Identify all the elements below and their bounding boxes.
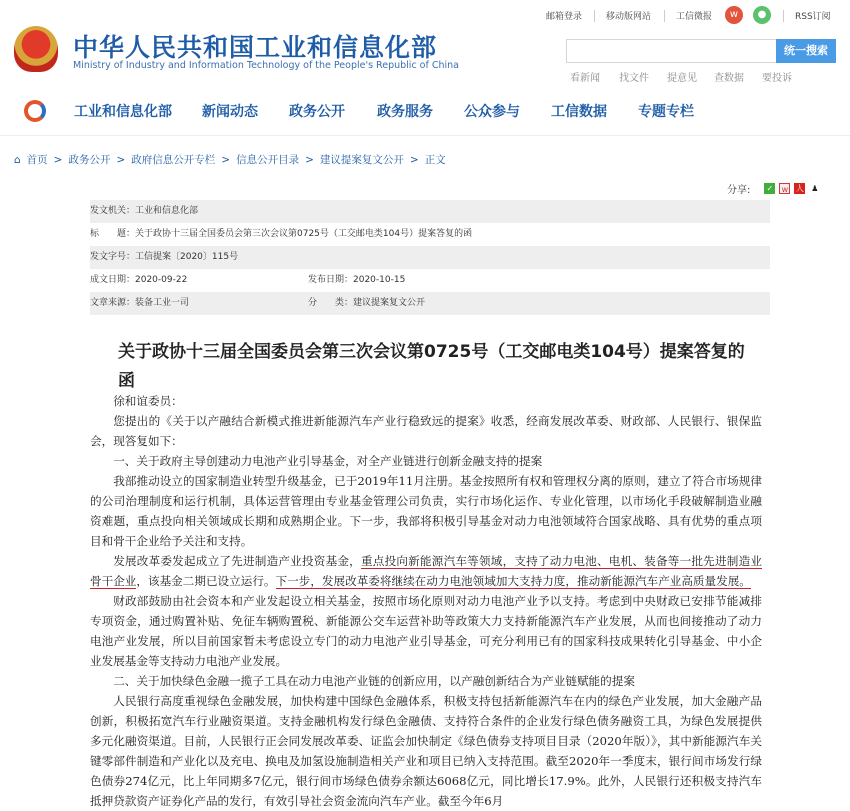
wechat-icon[interactable]: ✓: [764, 183, 775, 194]
wechat-icon[interactable]: ●: [753, 6, 771, 24]
nav-item-topics[interactable]: 专题专栏: [638, 104, 694, 120]
document-title: 关于政协十三届全国委员会第三次会议第0725号（工交邮电类104号）提案答复的函: [118, 342, 745, 391]
breadcrumb-home[interactable]: 首页: [26, 154, 48, 166]
mobile-site-link[interactable]: 移动版网站: [606, 12, 652, 22]
paragraph: [90, 551, 762, 591]
breadcrumb: [14, 152, 446, 167]
nav-item-gov-affairs[interactable]: 政务公开: [289, 104, 345, 120]
breadcrumb-current: 正文: [424, 154, 446, 166]
quick-link-complaint[interactable]: 要投诉: [762, 73, 792, 84]
mail-login-link[interactable]: 邮箱登录: [546, 12, 583, 22]
chevron-right-icon: >: [116, 153, 126, 166]
divider: [594, 10, 595, 22]
underlined-text: 下一步，发展改革委将继续在动力电池领域加大支持力度，推动新能源汽车产业高质量发展。: [275, 574, 751, 588]
nav-item-data[interactable]: 工信数据: [551, 104, 607, 120]
divider: [664, 10, 665, 22]
quick-link-data[interactable]: 查数据: [714, 73, 744, 84]
section-heading: 二、关于加快绿色金融一揽子工具在动力电池产业链的创新应用，以产融创新结合为产业链赋能的提案: [113, 674, 635, 688]
text: ，该基金二期已设立运行。: [136, 574, 276, 588]
home-icon: ⌂: [14, 153, 21, 166]
weibao-link[interactable]: 工信微报: [676, 12, 713, 22]
document-meta-table: [90, 200, 770, 315]
nav-item-participation[interactable]: 公众参与: [464, 104, 520, 120]
rss-link[interactable]: RSS订阅: [795, 12, 831, 22]
breadcrumb-info-catalog[interactable]: 信息公开目录: [236, 154, 300, 166]
chevron-right-icon: >: [221, 153, 231, 166]
search-input[interactable]: [566, 39, 776, 63]
share-label: 分享:: [727, 185, 751, 196]
weibo-icon[interactable]: w: [779, 183, 790, 194]
meta-doc-no: 发文字号：工信提案〔2020〕115号: [90, 246, 770, 269]
section-heading: 一、关于政府主导创建动力电池产业引导基金，对全产业链进行创新金融支持的提案: [113, 454, 543, 468]
paragraph: 财政部鼓励由社会资本和产业发起设立相关基金，按照市场化原则对动力电池产业予以支持。考虑到中央财政已安排节能减排专项资金，通过购置补贴、免征车辆购置税、新能源公交车运营补助等政策大力支持新能源汽车产业发展，从而也间接推动了动力电池产业发展，所以目前国家暂未考虑设立专门的动力电池产业引导基金，可充分利用已有的国家科技成果转化引导基金、中小企业发展基金等支持动力电池产业发展。: [90, 594, 762, 668]
paragraph: 您提出的《关于以产融结合新模式推进新能源汽车产业行稳致远的提案》收悉，经商发展改革委、财政部、人民银行、银保监会，现答复如下：: [90, 414, 762, 448]
chevron-right-icon: >: [53, 153, 63, 166]
quick-link-news[interactable]: 看新闻: [570, 73, 600, 84]
site-subtitle: Ministry of Industry and Information Technology of the People's Republic of China: [73, 60, 459, 71]
quick-link-files[interactable]: 找文件: [619, 73, 649, 84]
meta-source-category: [90, 292, 770, 315]
chevron-right-icon: >: [305, 153, 314, 166]
miit-logo-icon[interactable]: [24, 100, 46, 122]
breadcrumb-info-column[interactable]: 政府信息公开专栏: [131, 154, 216, 166]
meta-date-published: 发布日期：2020-10-15: [308, 275, 406, 285]
site-title[interactable]: 中华人民共和国工业和信息化部: [73, 33, 438, 62]
meta-category: 分 类：建议提案复文公开: [308, 298, 426, 308]
paragraph: 我部推动设立的国家制造业转型升级基金，已于2019年11月注册。基金按照所有权和管理权分离的原则，建立了符合市场规律的公司治理制度和运行机制，具体运营管理由专业基金管理公司负责，实行市场化运作、专业化管理，以市场化手段破解制造业融资难题，重点投向相关领域成长期和成熟期企业。下一步，我部将积极引导基金对动力电池领域符合国家战略、具有优势的重点项目和骨干企业给予关注和支持。: [90, 474, 762, 548]
meta-title: 标 题：关于政协十三届全国委员会第三次会议第0725号（工交邮电类104号）提案答复的函: [90, 229, 473, 239]
divider: [0, 135, 850, 136]
text: 发展改革委发起成立了先进制造产业投资基金，: [113, 554, 361, 568]
salutation: 徐和谊委员：: [113, 394, 183, 408]
underlined-text: 重点投向新能源汽车等领域，支持了动力电池、电机、装备等一批先进制造业骨干企业: [90, 554, 762, 588]
qq-icon[interactable]: ♟: [811, 184, 819, 193]
breadcrumb-gov-affairs[interactable]: 政务公开: [68, 154, 111, 166]
share-bar: [727, 181, 820, 196]
document-body: [90, 391, 762, 811]
nav-item-miit[interactable]: 工业和信息化部: [74, 104, 172, 120]
meta-source: 文章来源：装备工业一司: [90, 298, 190, 308]
national-emblem-logo: [14, 26, 58, 72]
divider: [783, 10, 784, 22]
paragraph: 人民银行高度重视绿色金融发展，加快构建中国绿色金融体系，积极支持包括新能源汽车在内的绿色产业发展，加大金融产品创新，积极拓宽汽车行业融资渠道。支持金融机构发行绿色金融债、支持符合条件的企业发行绿色债务融资工具，为绿色发展提供多元化融资渠道。目前，人民银行正会同发展改革委、证监会加快制定《绿色债券支持项目目录（2020年版）》，其中新能源汽车关键零部件制造和产业化以及充电、换电及加氢设施制造相关产业和项目已纳入支持范围。截至2020年一季度末，银行间市场发行绿色债券274亿元，比上年同期多7亿元，银行间市场绿色债券余额达6068亿元，同比增长17.9%。此外，人民银行还积极支持汽车抵押贷款资产证券化产品的发行，有效引导社会资金流向汽车产业。截至今年6月: [90, 694, 762, 808]
chevron-right-icon: >: [409, 153, 419, 166]
meta-date-written: 成文日期：2020-09-22: [90, 275, 188, 285]
renren-icon[interactable]: 人: [795, 184, 804, 193]
weibo-icon[interactable]: w: [725, 6, 743, 24]
nav-item-news[interactable]: 新闻动态: [202, 104, 258, 120]
nav-item-services[interactable]: 政务服务: [377, 104, 433, 120]
breadcrumb-proposals[interactable]: 建议提案复文公开: [319, 154, 404, 166]
meta-dates: [90, 269, 770, 292]
search-button[interactable]: 统一搜索: [776, 39, 836, 63]
quick-link-feedback[interactable]: 提意见: [667, 73, 697, 84]
meta-issuer: 发文机关：工业和信息化部: [90, 200, 770, 223]
